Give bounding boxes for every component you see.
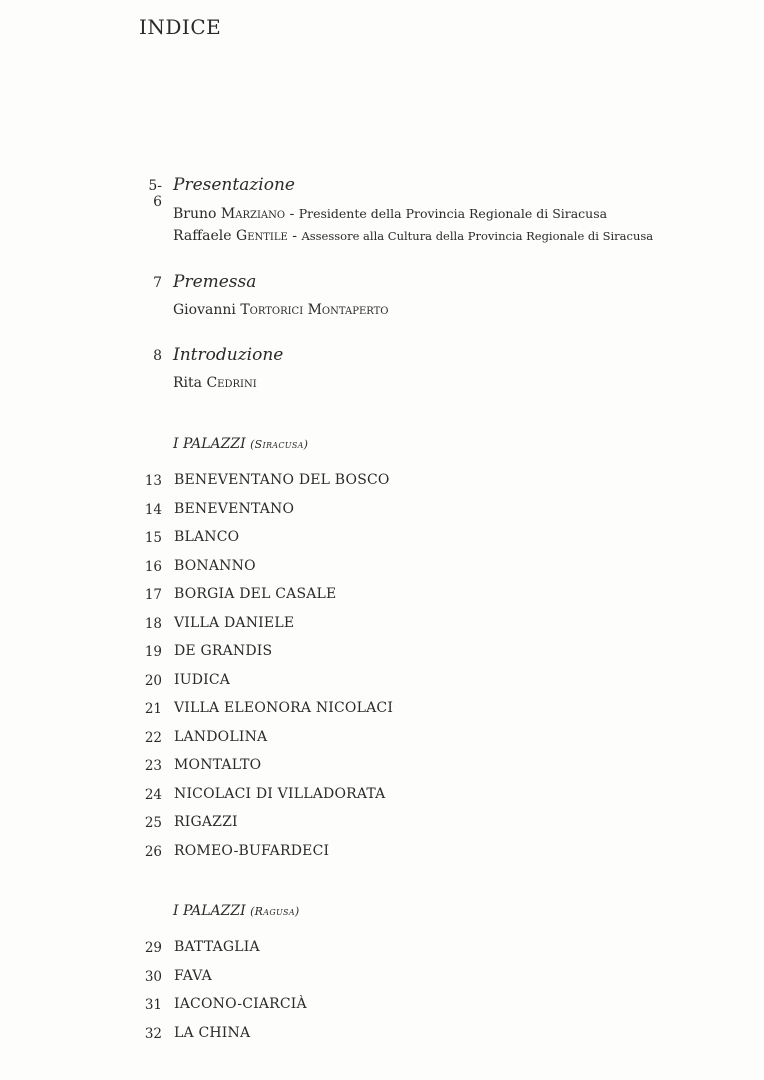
- toc-entry[interactable]: ROMEO-BUFARDECI: [174, 843, 330, 859]
- toc-entry[interactable]: MONTALTO: [174, 757, 262, 773]
- toc-entry[interactable]: VILLA ELEONORA NICOLACI: [174, 700, 394, 716]
- section-page-number: 7: [153, 275, 162, 291]
- part-title: I PALAZZI: [173, 436, 246, 452]
- entry-page-number: 21: [144, 701, 162, 717]
- entry-page-number: 20: [144, 673, 162, 689]
- entry-page-number: 25: [144, 815, 162, 831]
- toc-entry[interactable]: NICOLACI DI VILLADORATA: [174, 786, 386, 802]
- section-page-number: 8: [153, 348, 162, 364]
- toc-entry[interactable]: BATTAGLIA: [174, 939, 260, 955]
- toc-entry[interactable]: FAVA: [174, 968, 212, 984]
- toc-entry[interactable]: BORGIA DEL CASALE: [174, 586, 337, 602]
- part-subtitle: (Ragusa): [250, 905, 300, 918]
- section-title-introduzione: Introduzione: [173, 345, 284, 365]
- author-last-name: Gentile: [236, 228, 288, 244]
- toc-entry[interactable]: BLANCO: [174, 529, 240, 545]
- entry-page-number: 22: [144, 730, 162, 746]
- entry-page-number: 23: [144, 758, 162, 774]
- section-title-premessa: Premessa: [173, 272, 257, 292]
- author-line: [173, 375, 257, 391]
- part-title: I PALAZZI: [173, 903, 246, 919]
- entry-page-number: 19: [144, 644, 162, 660]
- toc-entry[interactable]: IACONO-CIARCIÀ: [174, 996, 307, 1012]
- entry-page-number: 24: [144, 787, 162, 803]
- toc-entry[interactable]: LA CHINA: [174, 1025, 251, 1041]
- section-page-number: 5-6: [148, 178, 162, 210]
- author-role: Assessore alla Cultura della Provincia Regionale di Siracusa: [301, 229, 654, 243]
- entry-page-number: 15: [144, 530, 162, 546]
- author-last-name: Tortorici Montaperto: [240, 302, 389, 318]
- toc-entry[interactable]: VILLA DANIELE: [174, 615, 295, 631]
- entry-page-number: 18: [144, 616, 162, 632]
- entry-page-number: 16: [144, 559, 162, 575]
- entry-page-number: 31: [144, 997, 162, 1013]
- entry-page-number: 26: [144, 844, 162, 860]
- entry-page-number: 14: [144, 502, 162, 518]
- author-line: [173, 302, 388, 318]
- part-heading-ragusa: [173, 903, 300, 919]
- author-first-name: Giovanni: [173, 302, 236, 318]
- toc-entry[interactable]: LANDOLINA: [174, 729, 268, 745]
- entry-page-number: 29: [144, 940, 162, 956]
- entry-page-number: 17: [144, 587, 162, 603]
- toc-entry[interactable]: BONANNO: [174, 558, 256, 574]
- author-first-name: Raffaele: [173, 228, 232, 244]
- author-line: [173, 228, 653, 244]
- section-title-presentazione: Presentazione: [173, 175, 295, 195]
- author-last-name: Marziano: [220, 206, 286, 222]
- page-title: INDICE: [139, 15, 222, 39]
- author-last-name: Cedrini: [206, 375, 257, 391]
- toc-entry[interactable]: IUDICA: [174, 672, 231, 688]
- author-line: [173, 206, 607, 222]
- part-subtitle: (Siracusa): [250, 438, 309, 451]
- toc-entry[interactable]: BENEVENTANO: [174, 501, 295, 517]
- toc-entry[interactable]: RIGAZZI: [174, 814, 238, 830]
- author-separator: -: [285, 206, 299, 222]
- entry-page-number: 13: [144, 473, 162, 489]
- author-role: Presidente della Provincia Regionale di Siracusa: [298, 206, 608, 221]
- part-heading-siracusa: [173, 436, 308, 452]
- author-first-name: Rita: [173, 375, 202, 391]
- toc-entry[interactable]: BENEVENTANO DEL BOSCO: [174, 472, 390, 488]
- author-separator: -: [287, 228, 302, 244]
- entry-page-number: 30: [144, 969, 162, 985]
- toc-entry[interactable]: DE GRANDIS: [174, 643, 273, 659]
- author-first-name: Bruno: [173, 206, 217, 222]
- entry-page-number: 32: [144, 1026, 162, 1042]
